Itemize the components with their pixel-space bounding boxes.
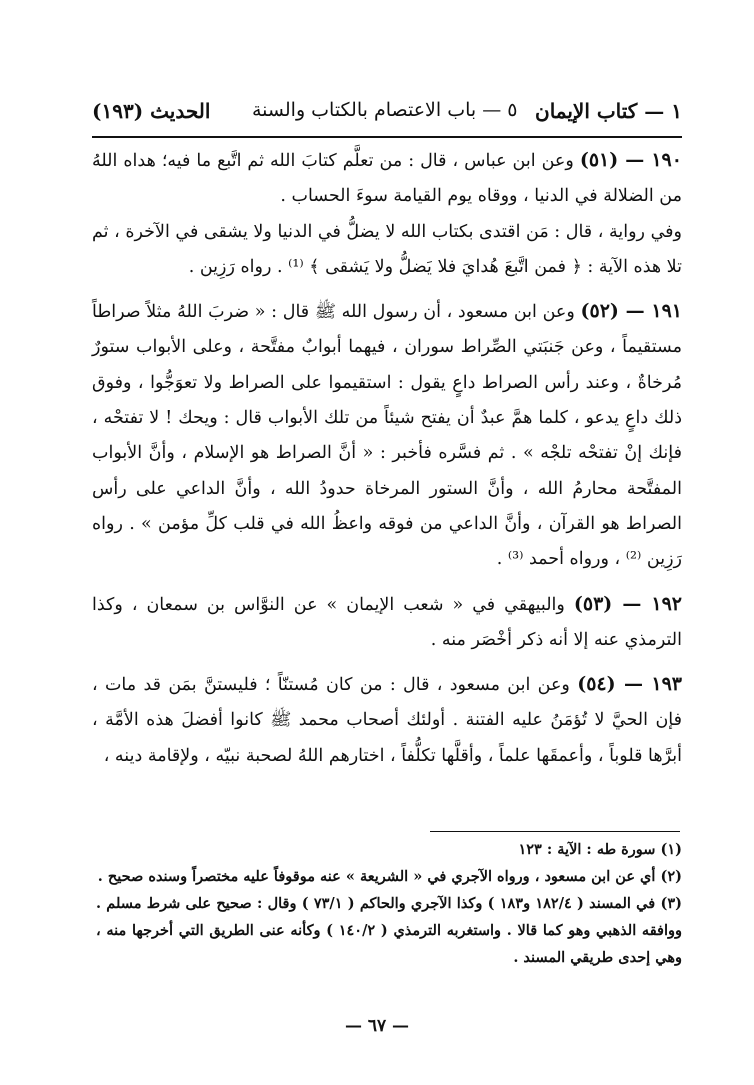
- main-text: [92, 143, 682, 774]
- hadith-text: والبيهقي في « شعب الإيمان » عن النوَّاس بن سمعان ، وكذا الترمذي عنه إلا أنه ذكر أخْصَر منه .: [92, 594, 682, 650]
- hadith-text: وعن ابن مسعود ، قال : من كان مُستنّاً ؛ فليستنَّ بمَن قد مات ، فإن الحيَّ لا تُؤمَنُ عليه الفتنة . أولئك أصحاب محمد ﷺ كانوا أفضلَ هذه الأمَّة ، أبرَّها قلوباً ، وأعمقَها علماً ، وأقلَّها تكلُّفاً ، اختارهم اللهُ لصحبة نبيّه ، ولإقامة دينه ،: [92, 675, 682, 766]
- footnote-2: (٢) أي عن ابن مسعود ، ورواه الآجري في « الشريعة » عنه موقوفاً عليه مختصراً وسنده صحيح .: [97, 868, 682, 885]
- hadith-192: [92, 587, 682, 659]
- footnote-3: (٣) في المسند ( ١٨٢/٤ و١٨٣ ) وكذا الآجري والحاكم ( ٧٣/١ ) وقال : صحيح على شرط مسلم . ووافقه الذهبي وهو كما قالا . واستغربه الترمذي ( ١٤٠/٢ ) وكأنه عنى الطريق التي أخرجها منه ، وهي إحدى طريقي المسند .: [96, 895, 682, 966]
- hadith-190-variant: [92, 215, 682, 286]
- footnotes: [96, 836, 682, 971]
- hadith-191: [92, 294, 682, 577]
- header-chapter-title: ٥ — باب الاعتصام بالكتاب والسنة: [252, 99, 518, 121]
- footnote-1: (١) سورة طه : الآية : ١٢٣: [518, 841, 682, 858]
- header-divider: [92, 136, 682, 138]
- hadith-number: ١٩١ — (٥٢): [580, 300, 682, 323]
- hadith-text: وفي رواية ، قال : مَن اقتدى بكتاب الله لا يضلُّ في الدنيا ولا يشقى في الآخرة ، ثم تلا هذه الآية : ﴿ فمن اتَّبعَ هُدايَ فلا يَضلُّ ولا يَشقى ﴾ ⁽¹⁾ . رواه رَزِين .: [92, 221, 682, 277]
- hadith-text: وعن ابن عباس ، قال : من تعلَّم كتابَ الله ثم اتَّبع ما فيه؛ هداه اللهُ من الضلالة في الدنيا ، ووقاه يوم القيامة سوءَ الحساب .: [92, 151, 682, 207]
- header-hadith-number: الحديث (١٩٣): [92, 99, 211, 123]
- hadith-text: وعن ابن مسعود ، أن رسول الله ﷺ قال : « ضربَ اللهُ مثلاً صراطاً مستقيماً ، وعن جَنبَتي الصِّراط سوران ، فيهما أبوابٌ مفتَّحة ، وعلى الأبواب ستورٌ مُرخاةٌ ، وعند رأس الصراط داعٍ يقول : استقيموا على الصراط ولا تعوَجُّوا ، وفوق ذلك داعٍ يدعو ، كلما همَّ عبدٌ أن يفتح شيئاً من تلك الأبواب قال : ويحك ! لا تفتحْه ، فإنك إنْ تفتحْه تلجْه » . ثم فسَّره فأخبر : « أنَّ الصراط هو الإسلام ، وأنَّ الأبواب المفتَّحة محارمُ الله ، وأنَّ الستور المرخاة حدودُ الله ، وأنَّ الداعي على رأس الصراط هو القرآن ، وأنَّ الداعي من فوقه واعظُ الله في قلب كلِّ مؤمن » . رواه رَزِين ⁽²⁾ ، ورواه أحمد ⁽³⁾ .: [92, 302, 682, 570]
- header-book-title: ١ — كتاب الإيمان: [535, 99, 682, 123]
- hadith-number: ١٩٣ — (٥٤): [577, 673, 682, 696]
- page-number: — ٦٧ —: [344, 1016, 410, 1036]
- footnote-divider: [430, 831, 680, 832]
- hadith-number: ١٩٠ — (٥١): [579, 149, 682, 171]
- hadith-193: [92, 667, 682, 774]
- hadith-190: [92, 143, 682, 215]
- running-header: [92, 95, 682, 135]
- hadith-number: ١٩٢ — (٥٣): [573, 592, 682, 615]
